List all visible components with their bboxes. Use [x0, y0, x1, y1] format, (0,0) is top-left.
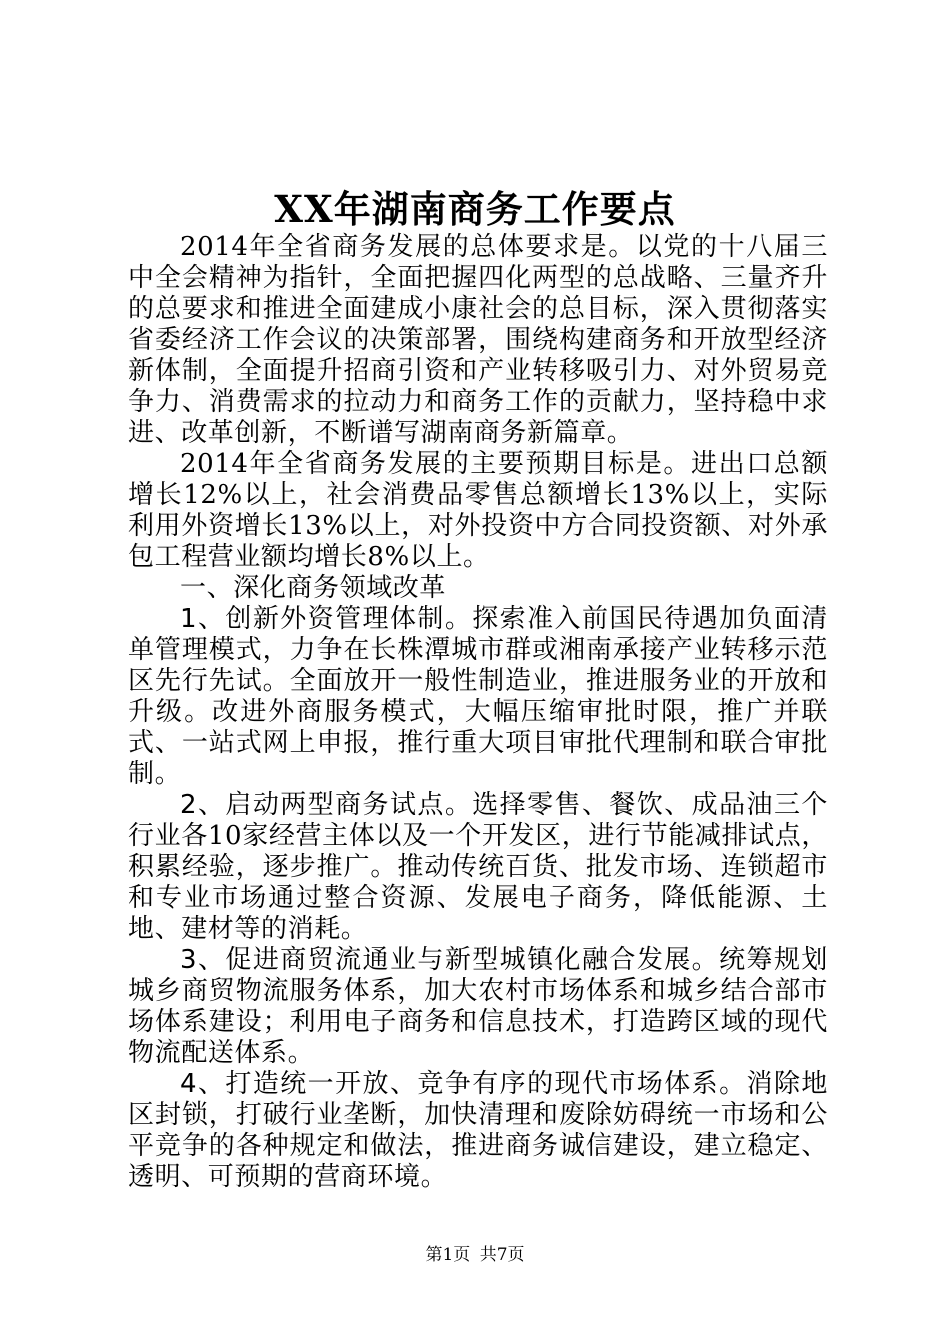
paragraph-expected-targets: 2014年全省商务发展的主要预期目标是。进出口总额增长12%以上，社会消费品零售总额增长13%以上，实际利用外资增长13%以上，对外投资中方合同投资额、对外承包工程营业额均增长8%以上。 [128, 449, 828, 572]
item-text: 消除地区封锁，打破行业垄断，加快清理和废除妨碍统一市场和公平竞争的各种规定和做法，推进商务诚信建设，建立稳定、透明、可预期的营商环境。 [128, 1069, 828, 1192]
item-text: 选择零售、餐饮、成品油三个行业各10家经营主体以及一个开发区，进行节能减排试点，积累经验，逐步推广。推动传统百货、批发市场、连锁超市和专业市场通过整合资源、发展电子商务，降低能源、土地、建材等的消耗。 [128, 790, 828, 944]
page-number: 第1页 [425, 1245, 471, 1265]
document-body [128, 232, 828, 1193]
list-item [128, 945, 828, 1069]
section-heading: 一、深化商务领域改革 [180, 573, 447, 603]
paragraph-overall-requirements: 2014年全省商务发展的总体要求是。以党的十八届三中全会精神为指针，全面把握四化两型的总战略、三量齐升的总要求和推进全面建成小康社会的总目标，深入贯彻落实省委经济工作会议的决策部署，围绕构建商务和开放型经济新体制，全面提升招商引资和产业转移吸引力、对外贸易竞争力、消费需求的拉动力和商务工作的贡献力，坚持稳中求进、改革创新，不断谱写湖南商务新篇章。 [128, 232, 828, 448]
item-text: 统筹规划城乡商贸物流服务体系，加大农村市场体系和城乡结合部市场体系建设；利用电子商务和信息技术，打造跨区域的现代物流配送体系。 [128, 945, 828, 1068]
item-lead: 4、打造统一开放、竞争有序的现代市场体系。 [180, 1069, 747, 1099]
page-total: 共7页 [479, 1245, 525, 1265]
item-lead: 1、创新外资管理体制。 [180, 604, 473, 634]
list-item [128, 1069, 828, 1193]
list-item [128, 790, 828, 945]
list-item [128, 604, 828, 790]
item-lead: 2、启动两型商务试点。 [180, 790, 473, 820]
page-footer [0, 1244, 950, 1266]
document-title: XX年湖南商务工作要点 [274, 187, 676, 231]
item-lead: 3、促进商贸流通业与新型城镇化融合发展。 [180, 945, 720, 975]
item-text: 探索准入前国民待遇加负面清单管理模式，力争在长株潭城市群或湘南承接产业转移示范区先行先试。全面放开一般性制造业，推进服务业的开放和升级。改进外商服务模式，大幅压缩审批时限，推广并联式、一站式网上申报，推行重大项目审批代理制和联合审批制。 [128, 604, 828, 789]
